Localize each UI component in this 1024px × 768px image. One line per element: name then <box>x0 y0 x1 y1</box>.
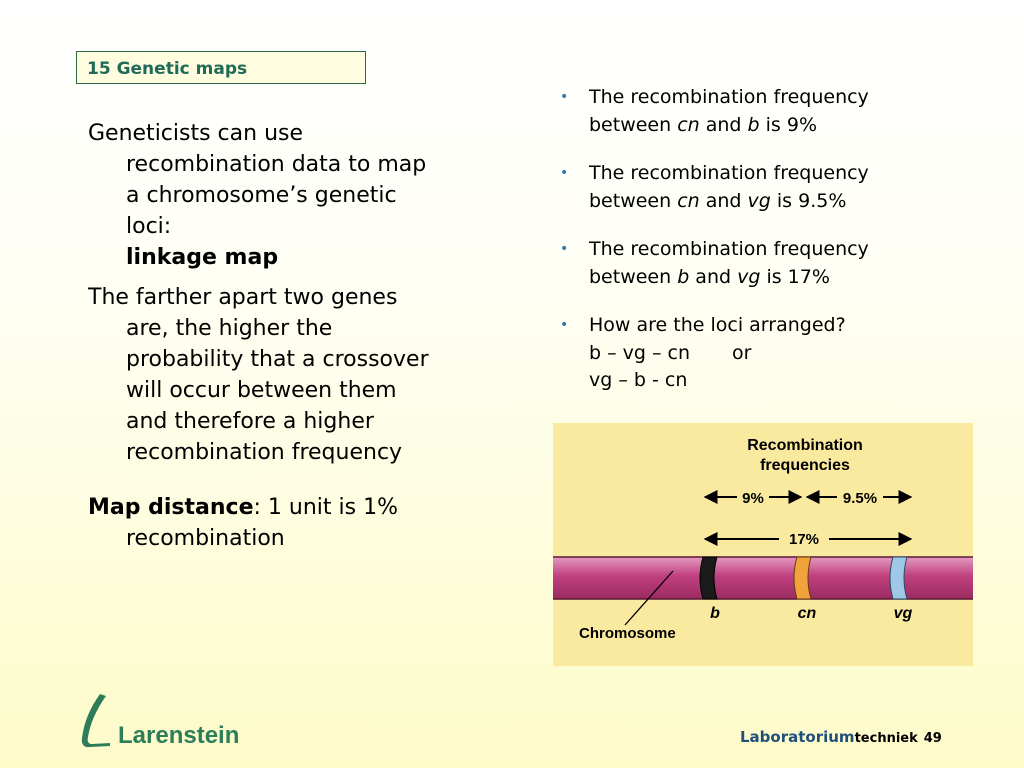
bullet-line1: The recombination frequency <box>589 238 869 260</box>
map-distance-term: Map distance <box>88 495 254 520</box>
logo-mark-icon <box>82 694 110 747</box>
bullet-rest: is 9% <box>759 113 817 136</box>
footer-lab: Laboratorium <box>740 728 855 746</box>
paragraph-map-distance <box>88 492 438 554</box>
bullet-line1: The recombination frequency <box>589 162 869 184</box>
bullet-dot: • <box>560 317 569 333</box>
bullet-between: between <box>589 189 678 212</box>
bullet-dot: • <box>560 241 569 257</box>
bullet-question <box>560 312 980 395</box>
band-b <box>700 557 717 599</box>
arrangement-option-1: b – vg – cn <box>589 341 691 364</box>
bullet-dot: • <box>560 89 569 105</box>
gene-name: cn <box>677 189 700 212</box>
title-box <box>76 51 366 84</box>
page-number: 49 <box>923 731 942 746</box>
recombination-figure <box>553 423 973 666</box>
bullet-rest: is 9.5% <box>770 189 847 212</box>
bullet-between: between <box>589 265 678 288</box>
bullet-cn-vg <box>560 160 980 215</box>
bullet-b-vg <box>560 236 980 291</box>
footer-tech: techniek <box>854 731 918 746</box>
gene-name: cn <box>677 113 700 136</box>
paragraph-linkage-map <box>88 118 438 273</box>
gene-label-cn: cn <box>797 605 817 622</box>
figure-heading-line2: frequencies <box>760 457 850 474</box>
slide-title: 15 Genetic maps <box>87 59 248 79</box>
gene-name: b <box>677 265 690 288</box>
paragraph-crossover <box>88 282 438 468</box>
bullet-and: and <box>699 189 748 212</box>
logo-text: Larenstein <box>118 722 240 749</box>
band-vg <box>890 557 907 599</box>
bullet-dot: • <box>560 165 569 181</box>
freq-b-cn-label: 9% <box>742 490 764 507</box>
bullet-line1: The recombination frequency <box>589 86 869 108</box>
bullet-rest: is 17% <box>760 265 830 288</box>
bullet-between: between <box>589 113 678 136</box>
freq-cn-vg-label: 9.5% <box>842 490 878 507</box>
chromosome <box>553 557 973 599</box>
gene-name: vg <box>747 189 771 212</box>
crossover-text: The farther apart two genes are, the higher the probability that a crossover will occur between them and therefore a higher recombination frequency <box>88 285 429 465</box>
map-distance-text: : 1 unit is 1% recombination <box>126 495 398 551</box>
footer <box>740 727 942 746</box>
gene-name: b <box>747 113 760 136</box>
bullet-and: and <box>689 265 738 288</box>
gene-label-b: b <box>710 605 720 622</box>
chromosome-label: Chromosome <box>579 625 676 642</box>
figure-heading-line1: Recombination <box>747 437 863 454</box>
left-column <box>88 118 438 563</box>
larenstein-logo <box>76 690 246 752</box>
bullet-and: and <box>699 113 748 136</box>
right-column <box>560 84 980 416</box>
arrangement-option-2: vg – b - cn <box>589 369 688 391</box>
bullet-cn-b <box>560 84 980 139</box>
question-text: How are the loci arranged? <box>589 314 846 336</box>
linkage-text: Geneticists can use recombination data to map a chromosome’s genetic loci: <box>88 121 427 239</box>
gene-name: vg <box>737 265 761 288</box>
freq-b-vg-label: 17% <box>788 531 820 548</box>
band-cn <box>794 557 811 599</box>
gene-label-vg: vg <box>893 605 913 622</box>
linkage-map-term: linkage map <box>126 245 279 270</box>
or-text: or <box>732 341 752 364</box>
